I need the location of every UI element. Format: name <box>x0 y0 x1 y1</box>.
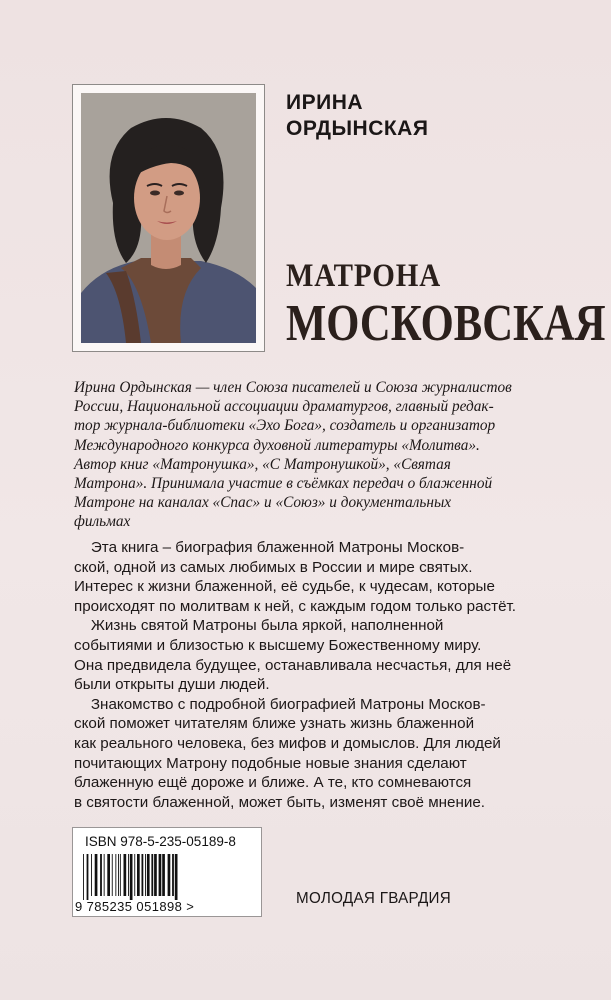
bio-line: тор журнала-библиотеки «Эхо Бога», создатель и организатор <box>74 417 496 435</box>
barcode-bar <box>104 854 105 896</box>
barcode-bar <box>168 854 171 896</box>
barcode-bar <box>91 854 92 896</box>
barcode-bar <box>145 854 146 896</box>
barcode-bar <box>142 854 144 896</box>
bio-line: Матрона». Принимала участие в съёмках передач о блаженной <box>74 475 493 493</box>
description-line: событиями и близостью к высшему Божественному миру. <box>74 636 482 654</box>
isbn-barcode <box>72 827 262 917</box>
barcode-bars <box>81 854 255 900</box>
barcode-bar <box>172 854 174 896</box>
description-line: происходят по молитвам к ней, с каждым годом только растёт. <box>74 597 517 615</box>
author-first-name: ИРИНА <box>286 91 364 114</box>
description-line: были открыты души людей. <box>74 676 270 694</box>
barcode-bar <box>128 854 129 896</box>
book-title-line1: МАТРОНА <box>286 258 442 294</box>
description-line: в святости блаженной, может быть, изменят своё мнение. <box>74 793 486 811</box>
book-title-line2: МОСКОВСКАЯ <box>286 295 606 352</box>
barcode-bar <box>162 854 165 896</box>
isbn-label: ISBN 978-5-235-05189-8 <box>85 834 236 849</box>
description-line: почитающих Матрону подобные новые знания сделают <box>74 754 467 772</box>
barcode-bar <box>151 854 153 896</box>
barcode-bar <box>107 854 110 896</box>
description-line: Жизнь святой Матроны была яркой, наполненной <box>74 617 444 635</box>
author-last-name: ОРДЫНСКАЯ <box>286 117 429 140</box>
description-line: ской, одной из самых любимых в России и мире святых. <box>74 558 473 576</box>
barcode-bar <box>87 854 89 900</box>
barcode-bar <box>134 854 135 896</box>
barcode-bar <box>118 854 119 896</box>
barcode-bar <box>120 854 121 896</box>
bio-line: фильмах <box>74 513 131 531</box>
description-line: блаженную ещё дороже и ближе. А те, кто сомневаются <box>74 774 472 792</box>
barcode-bar <box>112 854 113 896</box>
bio-line: Матроне на каналах «Спас» и «Союз» и документальных <box>74 494 452 512</box>
author-photo <box>81 93 256 343</box>
book-description <box>74 538 574 812</box>
bio-line: Ирина Ордынская — член Союза писателей и Союза журналистов <box>74 379 512 396</box>
description-line: Знакомство с подробной биографией Матроны Москов- <box>74 695 486 713</box>
publisher-logo: МОЛОДАЯ ГВАРДИЯ <box>296 890 452 907</box>
barcode-bar <box>154 854 157 896</box>
barcode-digits: 9 785235 051898 > <box>75 899 195 914</box>
barcode-bar <box>147 854 150 896</box>
author-name <box>286 90 428 142</box>
description-line: ской поможет читателям ближе узнать жизнь блаженной <box>74 715 475 733</box>
bio-line: Международного конкурса духовной литературы «Молитва». <box>74 436 480 454</box>
description-line: Она предвидела будущее, останавливала несчастья, для неё <box>74 656 512 674</box>
description-line: Интерес к жизни блаженной, её судьбе, к чудесам, которые <box>74 578 495 596</box>
barcode-bar <box>137 854 140 896</box>
barcode-bar <box>115 854 116 896</box>
author-bio <box>74 378 554 532</box>
barcode-bar <box>95 854 98 896</box>
bio-line: Автор книг «Матронушка», «С Матронушкой», «Святая <box>74 455 451 473</box>
description-line: как реального человека, без мифов и домыслов. Для людей <box>74 734 501 752</box>
barcode-bar <box>100 854 102 896</box>
barcode-bar <box>124 854 127 896</box>
barcode-bar <box>130 854 133 900</box>
author-photo-frame <box>72 84 265 352</box>
barcode-bar <box>159 854 162 896</box>
barcode-bar <box>175 854 178 900</box>
description-line: Эта книга – биография блаженной Матроны Москов- <box>74 539 465 556</box>
barcode-bar <box>83 854 84 900</box>
bio-line: России, Национальной ассоциации драматургов, главный редак- <box>74 398 494 416</box>
